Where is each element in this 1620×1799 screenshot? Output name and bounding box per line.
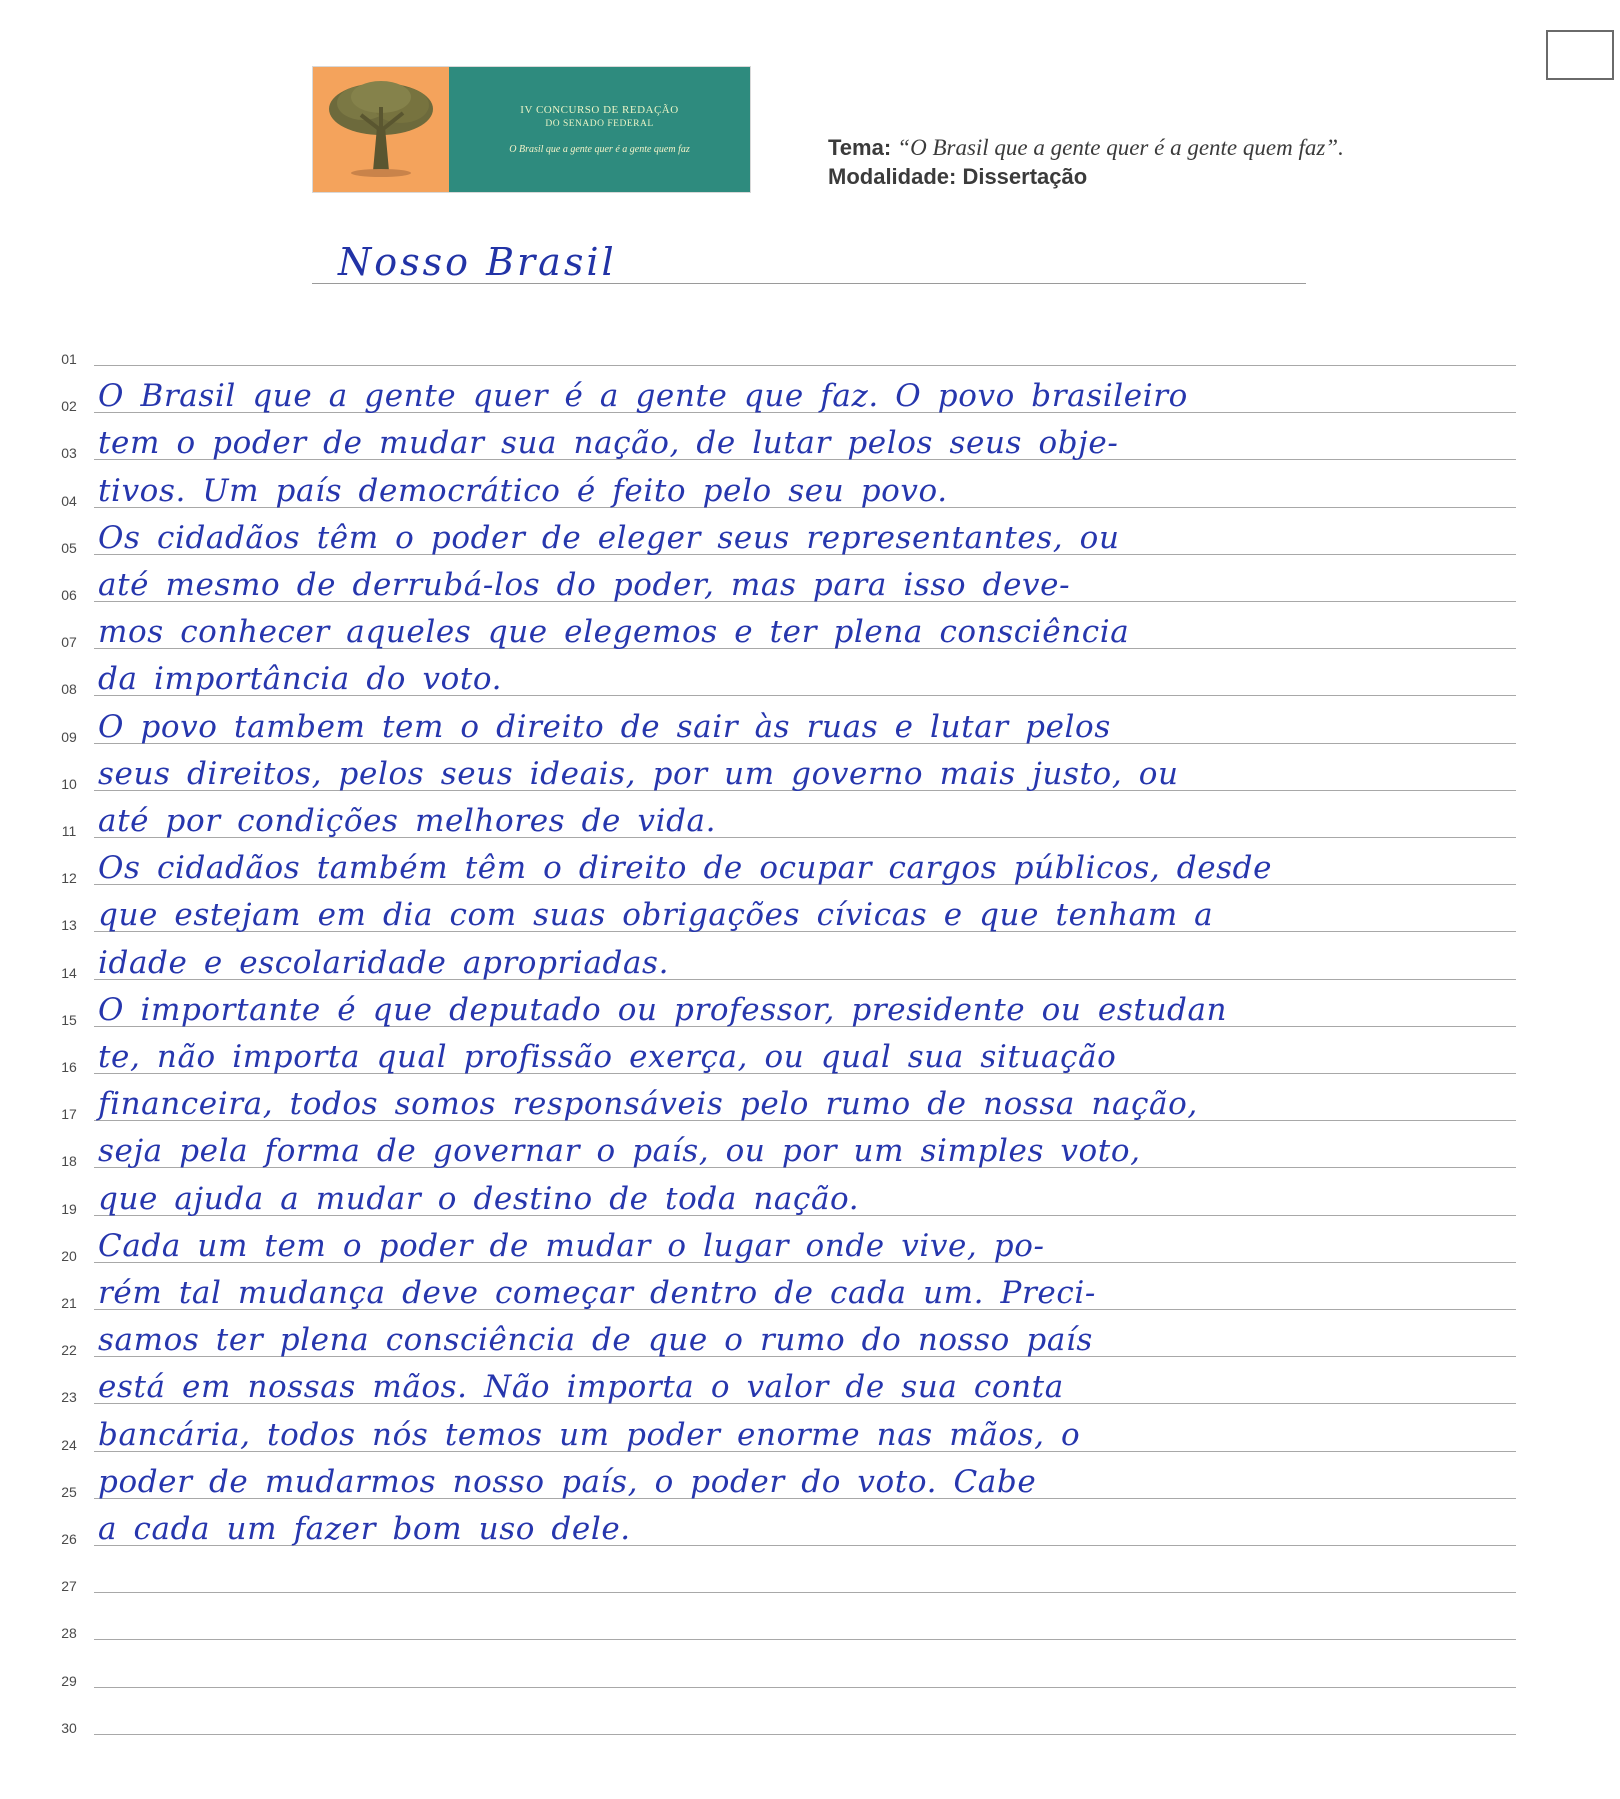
modality: Modalidade: Dissertação: [828, 164, 1088, 189]
essay-line: [0, 661, 1620, 698]
essay-line: [0, 1039, 1620, 1075]
line-number: 30: [61, 1719, 77, 1736]
line-number: 24: [61, 1436, 77, 1453]
line-rule: [94, 1592, 1516, 1593]
line-number: 17: [61, 1106, 77, 1123]
banner-line-1: IV CONCURSO DE REDAÇÃO: [520, 103, 679, 116]
essay-line: [0, 755, 1620, 792]
line-number: 12: [61, 870, 77, 887]
line-number: 15: [61, 1011, 77, 1028]
essay-line: [0, 567, 1620, 603]
theme-block: [828, 133, 1344, 191]
theme-row: [828, 133, 1344, 162]
tree-logo: [313, 67, 449, 192]
essay-line: [0, 1706, 1620, 1736]
essay-line: [0, 472, 1620, 509]
title-rule: [312, 283, 1306, 284]
handwritten-text: mos conhecer aqueles que elegemos e ter plena consciência: [98, 614, 1130, 651]
handwritten-text: a cada um fazer bom uso dele.: [98, 1511, 631, 1547]
handwritten-text: O povo tambem tem o direito de sair às ruas e lutar pelos: [98, 708, 1111, 745]
essay-line: [0, 378, 1620, 415]
line-number: 10: [61, 775, 77, 792]
essay-line: [0, 897, 1620, 934]
handwritten-text: seus direitos, pelos seus ideais, por um governo mais justo, ou: [98, 755, 1179, 792]
essay-line: [0, 1564, 1620, 1594]
essay-line: [0, 1611, 1620, 1641]
line-number: 18: [61, 1153, 77, 1170]
handwritten-text: financeira, todos somos responsáveis pelo rumo de nossa nação,: [98, 1086, 1198, 1123]
essay-line: [0, 803, 1620, 839]
essay-line: [0, 1463, 1620, 1500]
essay-line: [0, 944, 1620, 981]
contest-banner: [313, 67, 750, 192]
handwritten-text: rém tal mudança deve começar dentro de cada um. Preci-: [98, 1275, 1096, 1311]
line-number: 19: [61, 1200, 77, 1217]
handwritten-text: bancária, todos nós temos um poder enorme nas mãos, o: [98, 1416, 1081, 1453]
essay-line: [0, 1369, 1620, 1406]
essay-line: [0, 1322, 1620, 1359]
handwritten-text: da importância do voto.: [98, 661, 503, 698]
banner-text: [449, 67, 750, 192]
handwritten-text: seja pela forma de governar o país, ou por um simples voto,: [98, 1133, 1141, 1170]
handwritten-text: está em nossas mãos. Não importa o valor de sua conta: [98, 1369, 1064, 1406]
line-number: 23: [61, 1389, 77, 1406]
line-number: 16: [61, 1059, 77, 1075]
essay-line: [0, 708, 1620, 745]
essay-line: [0, 1511, 1620, 1547]
line-rule: [94, 1639, 1516, 1640]
line-number: 09: [61, 728, 77, 745]
tree-icon: [313, 67, 449, 192]
line-number: 22: [61, 1342, 77, 1359]
essay-line: [0, 1086, 1620, 1123]
line-number: 06: [61, 587, 77, 603]
line-rule: [94, 365, 1516, 366]
essay-title: Nosso Brasil: [338, 240, 617, 284]
essay-line: [0, 614, 1620, 651]
handwritten-text: que estejam em dia com suas obrigações cívicas e que tenham a: [98, 897, 1214, 934]
essay-line: [0, 1180, 1620, 1217]
handwritten-text: te, não importa qual profissão exerça, ou qual sua situação: [98, 1039, 1117, 1075]
line-number: 13: [61, 917, 77, 934]
line-number: 08: [61, 681, 77, 698]
handwritten-text: Os cidadãos têm o poder de eleger seus representantes, ou: [98, 519, 1120, 556]
line-number: 14: [61, 964, 77, 981]
essay-line: [0, 1275, 1620, 1311]
banner-line-3: O Brasil que a gente quer é a gente quem faz: [509, 143, 690, 155]
line-number: 05: [61, 539, 77, 556]
handwritten-text: O Brasil que a gente quer é a gente que faz. O povo brasileiro: [98, 378, 1188, 415]
line-number: 29: [61, 1672, 77, 1689]
line-number: 21: [61, 1295, 77, 1311]
handwritten-text: tivos. Um país democrático é feito pelo seu povo.: [98, 472, 948, 509]
line-number: 04: [61, 492, 77, 509]
handwritten-text: até por condições melhores de vida.: [98, 803, 717, 839]
essay-line: [0, 850, 1620, 887]
essay-line: [0, 1659, 1620, 1689]
essay-line: [0, 991, 1620, 1028]
handwritten-text: O importante é que deputado ou professor, presidente ou estudan: [98, 991, 1228, 1028]
essay-line: [0, 425, 1620, 462]
essay-line: [0, 1133, 1620, 1170]
essay-line: [0, 1416, 1620, 1453]
grade-box: [1546, 30, 1614, 80]
handwritten-text: Os cidadãos também têm o direito de ocupar cargos públicos, desde: [98, 850, 1273, 887]
handwritten-text: idade e escolaridade apropriadas.: [98, 944, 670, 981]
essay-line: [0, 519, 1620, 556]
theme-label: Tema:: [828, 135, 892, 160]
line-number: 20: [61, 1247, 77, 1264]
essay-line: [0, 337, 1620, 367]
handwritten-text: até mesmo de derrubá-los do poder, mas para isso deve-: [98, 567, 1071, 603]
handwritten-text: tem o poder de mudar sua nação, de lutar pelos seus obje-: [98, 425, 1119, 462]
theme-text: “O Brasil que a gente quer é a gente quem faz”.: [897, 135, 1344, 160]
line-number: 11: [61, 823, 77, 839]
line-number: 02: [61, 398, 77, 415]
handwritten-text: Cada um tem o poder de mudar o lugar onde vive, po-: [98, 1227, 1045, 1264]
line-rule: [94, 1734, 1516, 1735]
line-number: 25: [61, 1483, 77, 1500]
line-number: 01: [61, 351, 77, 367]
line-number: 28: [61, 1625, 77, 1642]
line-number: 26: [61, 1531, 77, 1547]
line-number: 07: [61, 634, 77, 651]
essay-line: [0, 1227, 1620, 1264]
line-number: 27: [61, 1578, 77, 1595]
handwritten-text: poder de mudarmos nosso país, o poder do voto. Cabe: [98, 1463, 1037, 1500]
line-rule: [94, 1687, 1516, 1688]
banner-line-2: DO SENADO FEDERAL: [545, 118, 654, 129]
line-number: 03: [61, 445, 77, 462]
handwritten-text: que ajuda a mudar o destino de toda nação.: [98, 1180, 860, 1217]
handwritten-text: samos ter plena consciência de que o rumo do nosso país: [98, 1322, 1093, 1359]
